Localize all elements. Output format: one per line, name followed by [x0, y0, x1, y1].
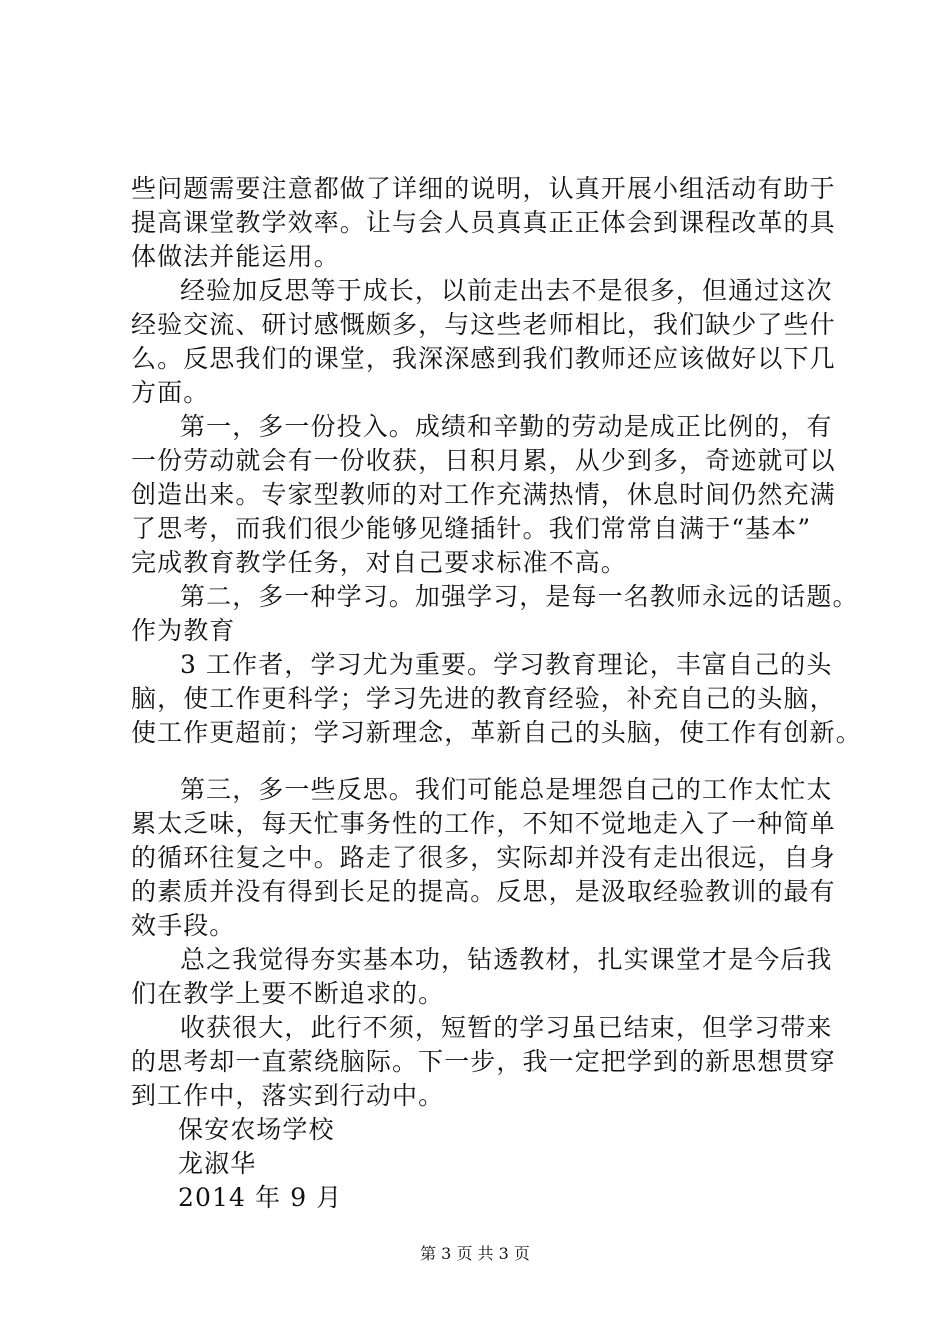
body-line: 作为教育 — [131, 616, 236, 645]
body-line: 完成教育教学任务，对自己要求标准不高。 — [131, 548, 627, 577]
signature-school: 保安农场学校 — [178, 1115, 335, 1144]
body-line: 一份劳动就会有一份收获，日积月累，从少到多，奇迹就可以 — [131, 446, 836, 475]
signature-date: 2014 年 9 月 — [178, 1183, 343, 1212]
body-line: 的素质并没有得到长足的提高。反思，是汲取经验教训的最有 — [131, 877, 836, 906]
paragraph-start-line: 收获很大，此行不须，短暂的学习虽已结束，但学习带来 — [180, 1013, 833, 1042]
body-line: 些问题需要注意都做了详细的说明，认真开展小组活动有助于 — [131, 174, 836, 203]
paragraph-start-line: 总之我觉得夯实基本功，钻透教材，扎实课堂才是今后我 — [180, 945, 833, 974]
body-line: 了思考，而我们很少能够见缝插针。我们常常自满于“基本” — [131, 514, 812, 543]
page-number-footer: 第 3 页 共 3 页 — [420, 1244, 530, 1263]
body-line: 方面。 — [131, 378, 210, 407]
body-line: 提高课堂教学效率。让与会人员真真正正体会到课程改革的具 — [131, 208, 836, 237]
paragraph-start-line: 经验加反思等于成长，以前走出去不是很多，但通过这次 — [180, 276, 833, 305]
body-line: 么。反思我们的课堂，我深深感到我们教师还应该做好以下几 — [131, 344, 836, 373]
body-line: 到工作中，落实到行动中。 — [131, 1081, 445, 1110]
signature-name: 龙淑华 — [178, 1149, 257, 1178]
paragraph-start-line: 3 工作者，学习尤为重要。学习教育理论，丰富自己的头 — [180, 650, 833, 679]
paragraph-start-line: 第一，多一份投入。成绩和辛勤的劳动是成正比例的，有 — [180, 412, 833, 441]
body-line: 体做法并能运用。 — [131, 242, 340, 271]
paragraph-start-line: 第三，多一些反思。我们可能总是埋怨自己的工作太忙太 — [180, 775, 833, 804]
body-line: 们在教学上要不断追求的。 — [131, 979, 445, 1008]
paragraph-start-line: 第二，多一种学习。加强学习，是每一名教师永远的话题。 — [180, 582, 859, 611]
body-line: 累太乏味，每天忙事务性的工作，不知不觉地走入了一种简单 — [131, 809, 836, 838]
body-line: 使工作更超前；学习新理念，革新自己的头脑，使工作有创新。 — [131, 718, 862, 747]
body-line: 效手段。 — [131, 911, 236, 940]
body-line: 的循环往复之中。路走了很多，实际却并没有走出很远，自身 — [131, 843, 836, 872]
body-line: 经验交流、研讨感慨颇多，与这些老师相比，我们缺少了些什 — [131, 310, 836, 339]
body-line: 脑，使工作更科学；学习先进的教育经验，补充自己的头脑， — [131, 684, 836, 713]
body-line: 的思考却一直萦绕脑际。下一步，我一定把学到的新思想贯穿 — [131, 1047, 836, 1076]
body-line: 创造出来。专家型教师的对工作充满热情，休息时间仍然充满 — [131, 480, 836, 509]
